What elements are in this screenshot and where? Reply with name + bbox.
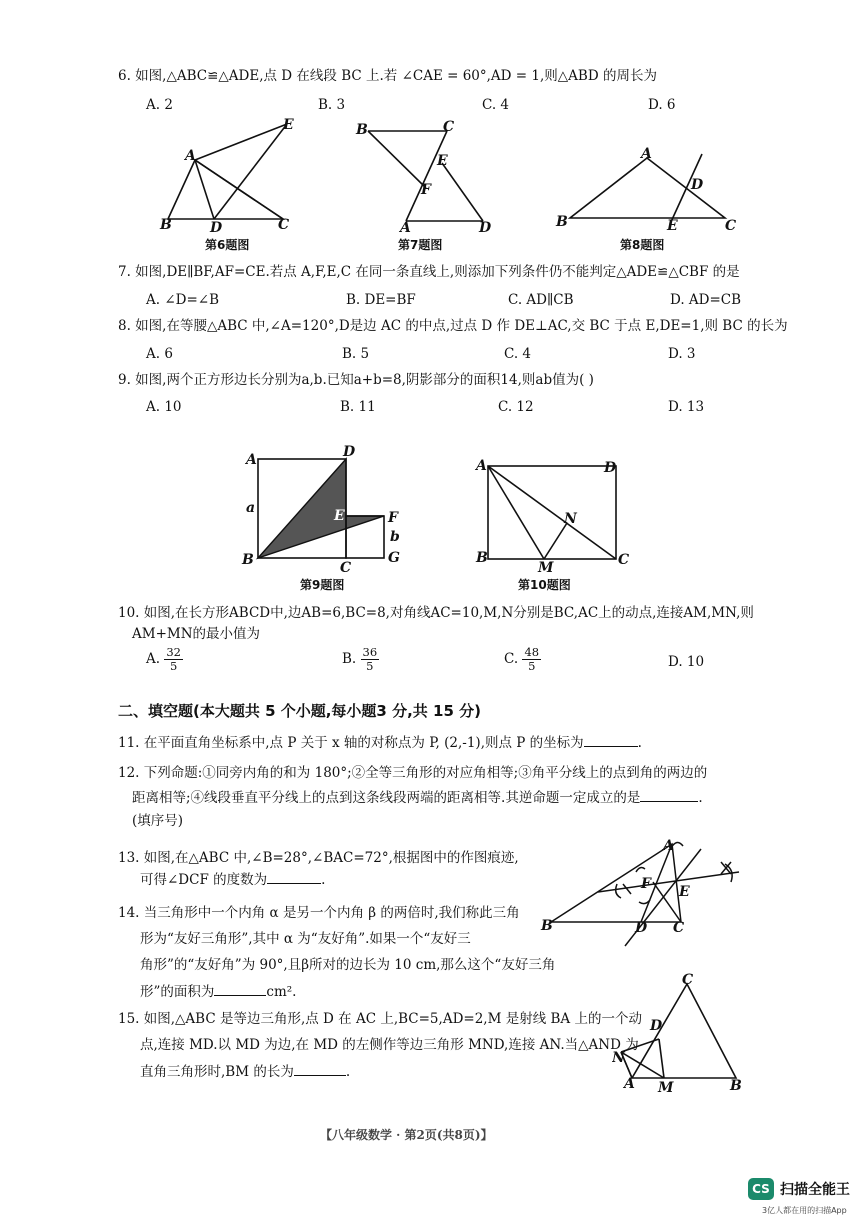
label-C: C xyxy=(618,552,630,568)
figure-q15 xyxy=(612,972,752,1094)
figure-q9 xyxy=(238,442,413,572)
q12-answer-blank xyxy=(640,801,698,802)
q6-text: 6. 如图,△ABC≌△ADE,点 D 在线段 BC 上.若 ∠CAE = 60°,AD = 1,则△ABD 的周长为 xyxy=(118,68,657,84)
q15-answer-blank xyxy=(294,1075,346,1076)
figure-q7 xyxy=(350,118,500,236)
label-C: C xyxy=(443,119,455,135)
q7-option-d: D. AD=CB xyxy=(670,292,742,308)
q7-option-c: C. AD∥CB xyxy=(508,292,574,308)
figure-q8 xyxy=(555,142,750,236)
q14-text-line4: 形”的面积为 xyxy=(140,984,215,1000)
caption-q10: 第10题图 xyxy=(518,578,571,592)
q6-option-c: C. 4 xyxy=(482,97,510,113)
label-C: C xyxy=(682,972,694,988)
q14-text-line1: 14. 当三角形中一个内角 α 是另一个内角 β 的两倍时,我们称此三角 xyxy=(118,905,520,921)
q10-option-c: C. $\frac{48}{5}$ xyxy=(504,645,540,673)
scanner-watermark xyxy=(748,1178,850,1200)
label-N: N xyxy=(564,511,577,527)
label-b: b xyxy=(390,529,400,545)
caption-q9: 第9题图 xyxy=(300,578,345,592)
q6-option-a: A. 2 xyxy=(146,97,173,113)
label-D: D xyxy=(635,920,648,936)
label-G: G xyxy=(388,550,400,566)
q14-answer-blank xyxy=(214,995,266,996)
q9-option-a: A. 10 xyxy=(146,399,182,415)
q13-answer-blank xyxy=(267,883,321,884)
label-M: M xyxy=(658,1080,674,1094)
q14-text-line2: 形为“友好三角形”,其中 α 为“友好角”.如果一个“友好三 xyxy=(140,931,471,947)
q12-text-line1: 12. 下列命题:①同旁内角的和为 180°;②全等三角形的对应角相等;③角平分线上的点到角的两边的 xyxy=(118,765,708,781)
q12-text-line3: (填序号) xyxy=(132,813,184,829)
caption-q6: 第6题图 xyxy=(205,238,250,252)
q8-option-d: D. 3 xyxy=(668,346,696,362)
q10-text-line1: 10. 如图,在长方形ABCD中,边AB=6,BC=8,对角线AC=10,M,N分别是BC,AC上的动点,连接AM,MN,则 xyxy=(118,605,754,621)
label-B: B xyxy=(476,550,488,566)
label-D: D xyxy=(210,220,223,236)
q9-option-c: C. 12 xyxy=(498,399,534,415)
label-C: C xyxy=(725,218,737,234)
figure-q6 xyxy=(150,112,310,236)
page-footer: 【八年级数学 · 第2页(共8页)】 xyxy=(320,1128,493,1142)
label-F: F xyxy=(641,876,651,892)
q8-option-c: C. 4 xyxy=(504,346,532,362)
q15-text-line3: 直角三角形时,BM 的长为 xyxy=(140,1064,294,1080)
label-A: A xyxy=(624,1076,635,1092)
label-F: F xyxy=(388,510,398,526)
label-C: C xyxy=(673,920,685,936)
q8-option-a: A. 6 xyxy=(146,346,173,362)
q6-option-b: B. 3 xyxy=(318,97,346,113)
q10-text-line2: AM+MN的最小值为 xyxy=(132,626,261,642)
q10-option-a: A. $\frac{32}{5}$ xyxy=(146,645,181,673)
label-D: D xyxy=(650,1018,663,1034)
label-B: B xyxy=(242,552,254,568)
q13-line2: 可得∠DCF 的度数为 . xyxy=(140,872,326,888)
label-N: N xyxy=(612,1050,625,1066)
q6-option-d: D. 6 xyxy=(648,97,676,113)
figure-q13 xyxy=(535,834,757,952)
label-D: D xyxy=(343,444,356,460)
label-A: A xyxy=(400,220,411,236)
q8-text: 8. 如图,在等腰△ABC 中,∠A=120°,D是边 AC 的中点,过点 D 作 DE⊥AC,交 BC 于点 E,DE=1,则 BC 的长为 xyxy=(118,318,788,334)
label-E: E xyxy=(283,117,294,133)
q9-option-d: D. 13 xyxy=(668,399,705,415)
label-E: E xyxy=(679,884,690,900)
label-B: B xyxy=(541,918,553,934)
q13-text-line1: 13. 如图,在△ABC 中,∠B=28°,∠BAC=72°,根据图中的作图痕迹, xyxy=(118,850,519,866)
label-B: B xyxy=(730,1078,742,1094)
caption-q7: 第7题图 xyxy=(398,238,443,252)
label-D: D xyxy=(604,460,617,476)
figure-q10 xyxy=(470,452,630,574)
label-D: D xyxy=(691,177,704,193)
caption-q8: 第8题图 xyxy=(620,238,665,252)
label-E: E xyxy=(437,153,448,169)
label-B: B xyxy=(556,214,568,230)
q14-line4: 形”的面积为 cm². xyxy=(140,984,297,1000)
q10-option-b: B. $\frac{36}{5}$ xyxy=(342,645,378,673)
q9-text: 9. 如图,两个正方形边长分别为a,b.已知a+b=8,阴影部分的面积14,则ab值为( ) xyxy=(118,372,594,388)
label-C: C xyxy=(278,217,290,233)
label-M: M xyxy=(538,560,554,574)
label-A: A xyxy=(641,146,652,162)
q11-line: 11. 在平面直角坐标系中,点 P 关于 x 轴的对称点为 P, (2,-1),则点 P 的坐标为 . xyxy=(118,735,642,751)
q10-option-d: D. 10 xyxy=(668,654,705,670)
label-E: E xyxy=(334,508,345,524)
watermark-brand: 扫描全能王 xyxy=(780,1182,850,1198)
q12-line2: 距离相等;④线段垂直平分线上的点到这条线段两端的距离相等.其逆命题一定成立的是 . xyxy=(132,790,703,806)
label-C: C xyxy=(340,560,352,572)
watermark-tagline: 3亿人都在用的扫描App xyxy=(762,1206,847,1215)
q12-text-line2: 距离相等;④线段垂直平分线上的点到这条线段两端的距离相等.其逆命题一定成立的是 xyxy=(132,790,641,806)
label-a: a xyxy=(246,500,256,516)
q7-option-b: B. DE=BF xyxy=(346,292,416,308)
q15-text-line1: 15. 如图,△ABC 是等边三角形,点 D 在 AC 上,BC=5,AD=2,M 是射线 BA 上的一个动 xyxy=(118,1011,642,1027)
label-A: A xyxy=(185,148,196,164)
q15-line3: 直角三角形时,BM 的长为 . xyxy=(140,1064,351,1080)
camscanner-logo-icon: CS xyxy=(748,1178,774,1200)
label-A: A xyxy=(663,838,674,854)
q9-option-b: B. 11 xyxy=(340,399,376,415)
label-B: B xyxy=(160,217,172,233)
q7-text: 7. 如图,DE∥BF,AF=CE.若点 A,F,E,C 在同一条直线上,则添加下列条件仍不能判定△ADE≌△CBF 的是 xyxy=(118,264,740,280)
label-D: D xyxy=(479,220,492,236)
q11-text: 11. 在平面直角坐标系中,点 P 关于 x 轴的对称点为 P, (2,-1),则点 P 的坐标为 xyxy=(118,735,584,751)
label-F: F xyxy=(421,182,431,198)
q7-option-a: A. ∠D=∠B xyxy=(146,292,220,308)
q11-answer-blank xyxy=(584,746,638,747)
label-A: A xyxy=(476,458,487,474)
q13-text-line2: 可得∠DCF 的度数为 xyxy=(140,872,268,888)
q8-option-b: B. 5 xyxy=(342,346,370,362)
label-B: B xyxy=(356,122,368,138)
label-A: A xyxy=(246,452,257,468)
section-2-heading: 二、填空题(本大题共 5 个小题,每小题3 分,共 15 分) xyxy=(118,702,481,720)
q15-text-line2: 点,连接 MD.以 MD 为边,在 MD 的左侧作等边三角形 MND,连接 AN.当△AND 为 xyxy=(140,1037,639,1053)
q14-text-line3: 角形”的“友好角”为 90°,且β所对的边长为 10 cm,那么这个“友好三角 xyxy=(140,957,556,973)
label-E: E xyxy=(667,218,678,234)
